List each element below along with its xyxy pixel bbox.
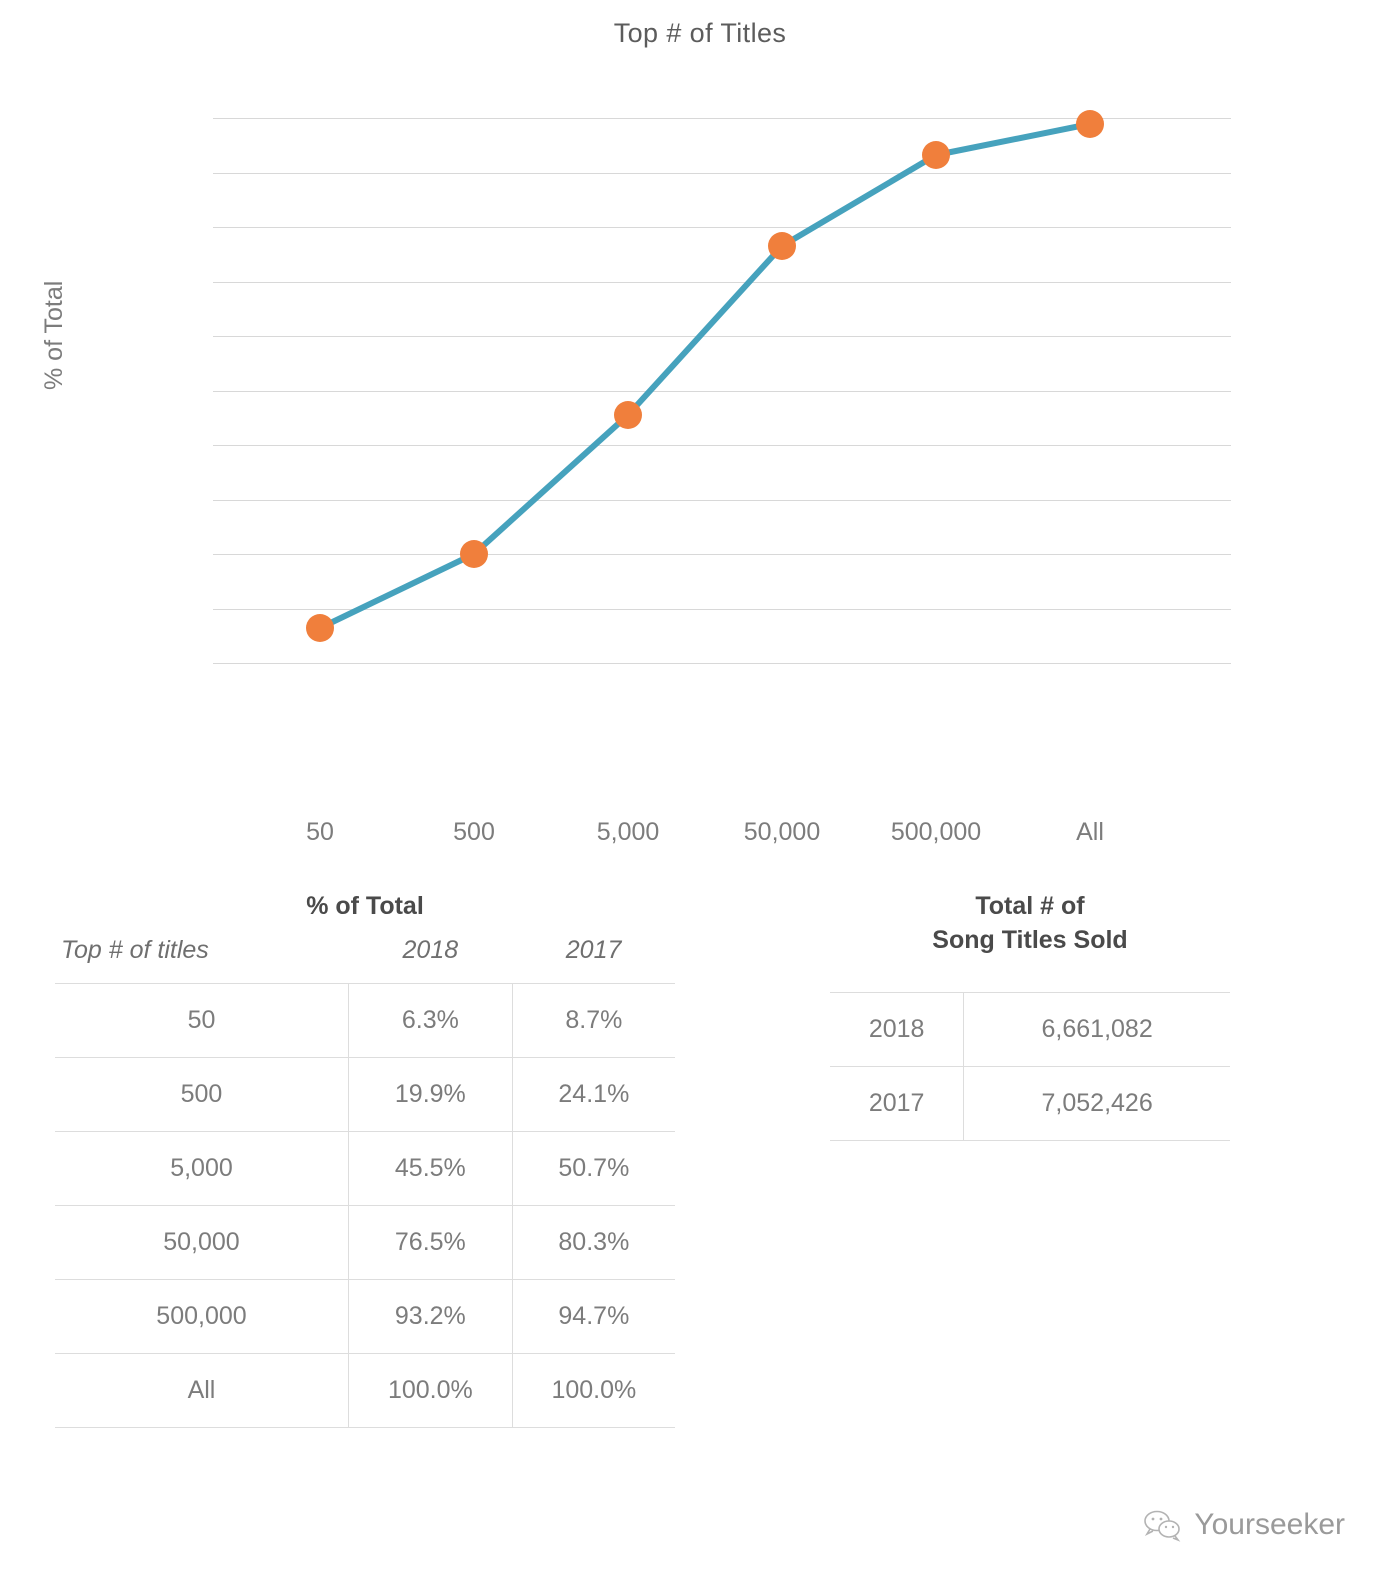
x-tick-label: 50 [306, 818, 334, 846]
cell-2017: 50.7% [512, 1131, 675, 1205]
left-table-title: % of Total [306, 892, 424, 920]
cell-2018: 45.5% [348, 1131, 512, 1205]
y-axis-label: % of Total [40, 280, 68, 390]
gridline [213, 663, 1231, 664]
line-series-2018 [213, 118, 1231, 663]
series-line [320, 124, 1090, 628]
total-song-titles-table [830, 992, 1230, 1141]
data-point-marker [1076, 110, 1104, 138]
right-table-title-line1: Total # of [975, 892, 1085, 920]
table-row [55, 983, 675, 1057]
table-row [55, 1205, 675, 1279]
table-row [830, 992, 1230, 1066]
cell-2018: 76.5% [348, 1205, 512, 1279]
right-table-title-line2: Song Titles Sold [932, 925, 1128, 954]
cell-top-titles: 5,000 [55, 1131, 348, 1205]
column-header: Top # of titles [61, 935, 209, 964]
total-song-titles-table-wrap [830, 890, 1230, 1141]
table-header-row [55, 924, 675, 984]
x-tick-label: 500 [453, 818, 495, 846]
cell-2017: 100.0% [512, 1353, 675, 1427]
cell-top-titles: 500 [55, 1057, 348, 1131]
cell-2018: 6.3% [348, 983, 512, 1057]
watermark-label: Yourseeker [1194, 1508, 1345, 1541]
cell-2018: 100.0% [348, 1353, 512, 1427]
wechat-icon [1142, 1508, 1182, 1542]
table-row [55, 1279, 675, 1353]
right-table-title [830, 890, 1230, 958]
table-row [55, 1353, 675, 1427]
data-point-marker [768, 232, 796, 260]
cell-total: 6,661,082 [964, 992, 1230, 1066]
plot-area [213, 118, 1231, 846]
percent-of-total-table-wrap [55, 890, 675, 1428]
table-row [55, 1131, 675, 1205]
cell-top-titles: 500,000 [55, 1279, 348, 1353]
table-row [830, 1066, 1230, 1140]
cell-year: 2018 [830, 992, 964, 1066]
data-point-marker [922, 141, 950, 169]
cell-2018: 19.9% [348, 1057, 512, 1131]
table-row [55, 1057, 675, 1131]
x-tick-label: 50,000 [743, 818, 821, 846]
cell-2017: 8.7% [512, 983, 675, 1057]
watermark [1142, 1508, 1345, 1542]
chart-title: Top # of Titles [613, 18, 787, 48]
cell-total: 7,052,426 [964, 1066, 1230, 1140]
data-point-marker [306, 614, 334, 642]
cell-top-titles: 50,000 [55, 1205, 348, 1279]
x-tick-label: 5,000 [596, 818, 660, 846]
cell-top-titles: 50 [55, 983, 348, 1057]
x-tick-label: All [1076, 818, 1104, 846]
cell-2017: 94.7% [512, 1279, 675, 1353]
cell-2018: 93.2% [348, 1279, 512, 1353]
cell-year: 2017 [830, 1066, 964, 1140]
data-point-marker [614, 401, 642, 429]
data-point-marker [460, 540, 488, 568]
cell-2017: 80.3% [512, 1205, 675, 1279]
percent-of-total-table [55, 924, 675, 1428]
cell-top-titles: All [55, 1353, 348, 1427]
column-header: 2017 [565, 935, 622, 964]
x-tick-label: 500,000 [890, 818, 982, 846]
cell-2017: 24.1% [512, 1057, 675, 1131]
column-header: 2018 [402, 935, 459, 964]
